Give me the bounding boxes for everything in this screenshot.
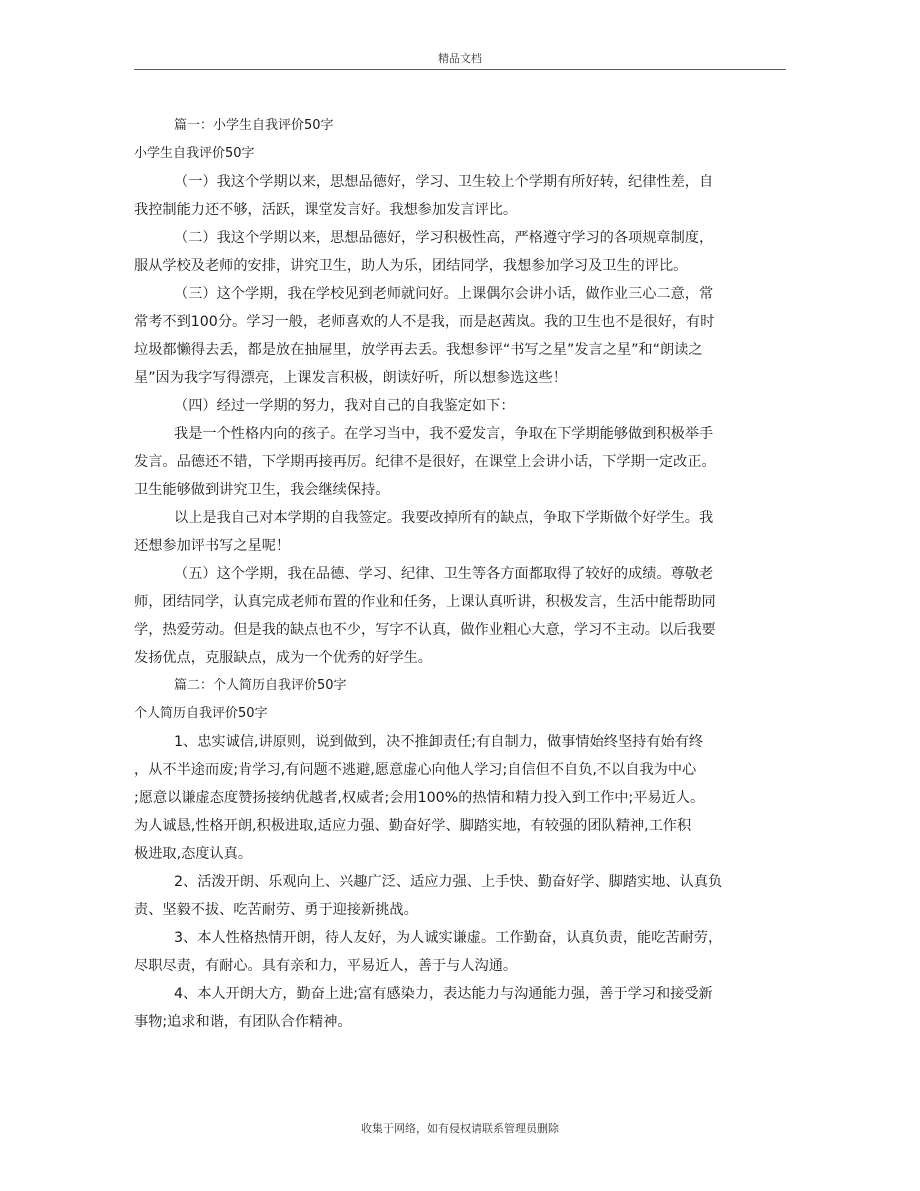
text-line: 尽职尽责，有耐心。具有亲和力，平易近人，善于与人沟通。: [134, 958, 518, 974]
text-line: 小学生自我评价50字: [134, 146, 255, 161]
text-line: 发言。品德还不错，下学期再接再厉。纪律不是很好，在课堂上会讲小话，下学期一定改正。: [134, 454, 716, 470]
text-line: ，从不半途而废;肯学习,有问题不逃避,愿意虚心向他人学习;自信但不自负,不以自我为中心: [134, 762, 697, 778]
text-line: 还想参加评书写之星呢！: [134, 538, 291, 554]
text-line: （三）这个学期，我在学校见到老师就问好。上课偶尔会讲小话，做作业三心二意，常: [174, 286, 714, 302]
text-line: 我控制能力还不够，活跃，课堂发言好。我想参加发言评比。: [134, 202, 518, 218]
page-header: [134, 52, 786, 70]
text-line: 星”因为我字写得漂亮，上课发言积极，朗读好听，所以想参选这些！: [134, 370, 567, 386]
text-line: 垃圾都懒得去丢，都是放在抽屉里，放学再去丢。我想参评“书写之星”发言之星”和“朗读之: [134, 342, 703, 358]
text-line: 个人简历自我评价50字: [134, 706, 268, 721]
page-footer-text: 收集于网络，如有侵权请联系管理员删除: [361, 1122, 559, 1135]
text-line: ;愿意以谦虚态度赞扬接纳优越者,权威者;会用100%的热情和精力投入到工作中;平易近人。: [134, 790, 705, 806]
text-line: （五）这个学期，我在品德、学习、纪律、卫生等各方面都取得了较好的成绩。尊敬老: [174, 566, 714, 582]
text-line: 4、本人开朗大方，勤奋上进;富有感染力，表达能力与沟通能力强，善于学习和接受新: [174, 986, 713, 1002]
text-line: 卫生能够做到讲究卫生，我会继续保持。: [134, 482, 390, 498]
text-line: （二）我这个学期以来，思想品德好，学习积极性高，严格遵守学习的各项规章制度，: [174, 230, 714, 246]
page-header-text: 精品文档: [438, 52, 482, 65]
text-line: 篇二：个人简历自我评价50字: [174, 678, 347, 693]
text-line: 我是一个性格内向的孩子。在学习当中，我不爱发言，争取在下学期能够做到积极举手: [174, 426, 714, 442]
text-line: 服从学校及老师的安排，讲究卫生，助人为乐，团结同学，我想参加学习及卫生的评比。: [134, 258, 688, 274]
page-footer: [0, 1122, 920, 1136]
text-line: 篇一：小学生自我评价50字: [174, 118, 334, 133]
text-line: （一）我这个学期以来，思想品德好，学习、卫生较上个学期有所好转，纪律性差，自: [174, 174, 714, 190]
text-line: 发扬优点，克服缺点，成为一个优秀的好学生。: [134, 650, 432, 666]
document-body: [134, 112, 786, 1036]
text-line: 2、活泼开朗、乐观向上、兴趣广泛、适应力强、上手快、勤奋好学、脚踏实地、认真负: [174, 874, 723, 890]
text-line: 事物;追求和谐，有团队合作精神。: [134, 1014, 352, 1030]
text-line: 为人诚恳,性格开朗,积极进取,适应力强、勤奋好学、脚踏实地，有较强的团队精神,工作积: [134, 818, 692, 834]
text-line: 1、忠实诚信,讲原则，说到做到，决不推卸责任;有自制力，做事情始终坚持有始有终: [174, 734, 704, 750]
text-line: 常考不到100分。学习一般，老师喜欢的人不是我，而是赵茜岚。我的卫生也不是很好，有时: [134, 314, 715, 330]
text-line: 师，团结同学，认真完成老师布置的作业和任务，上课认真听讲，积极发言，生活中能帮助同: [134, 594, 716, 610]
text-line: 责、坚毅不拔、吃苦耐劳、勇于迎接新挑战。: [134, 902, 418, 918]
text-line: 学，热爱劳动。但是我的缺点也不少，写字不认真，做作业粗心大意，学习不主动。以后我要: [134, 622, 716, 638]
text-line: 以上是我自己对本学期的自我签定。我要改掉所有的缺点，争取下学斯做个好学生。我: [174, 510, 714, 526]
text-line: （四）经过一学期的努力，我对自己的自我鉴定如下：: [174, 398, 515, 414]
text-line: 极进取,态度认真。: [134, 846, 253, 862]
text-line: 3、本人性格热情开朗，待人友好，为人诚实谦虚。工作勤奋，认真负责，能吃苦耐劳，: [174, 930, 723, 946]
